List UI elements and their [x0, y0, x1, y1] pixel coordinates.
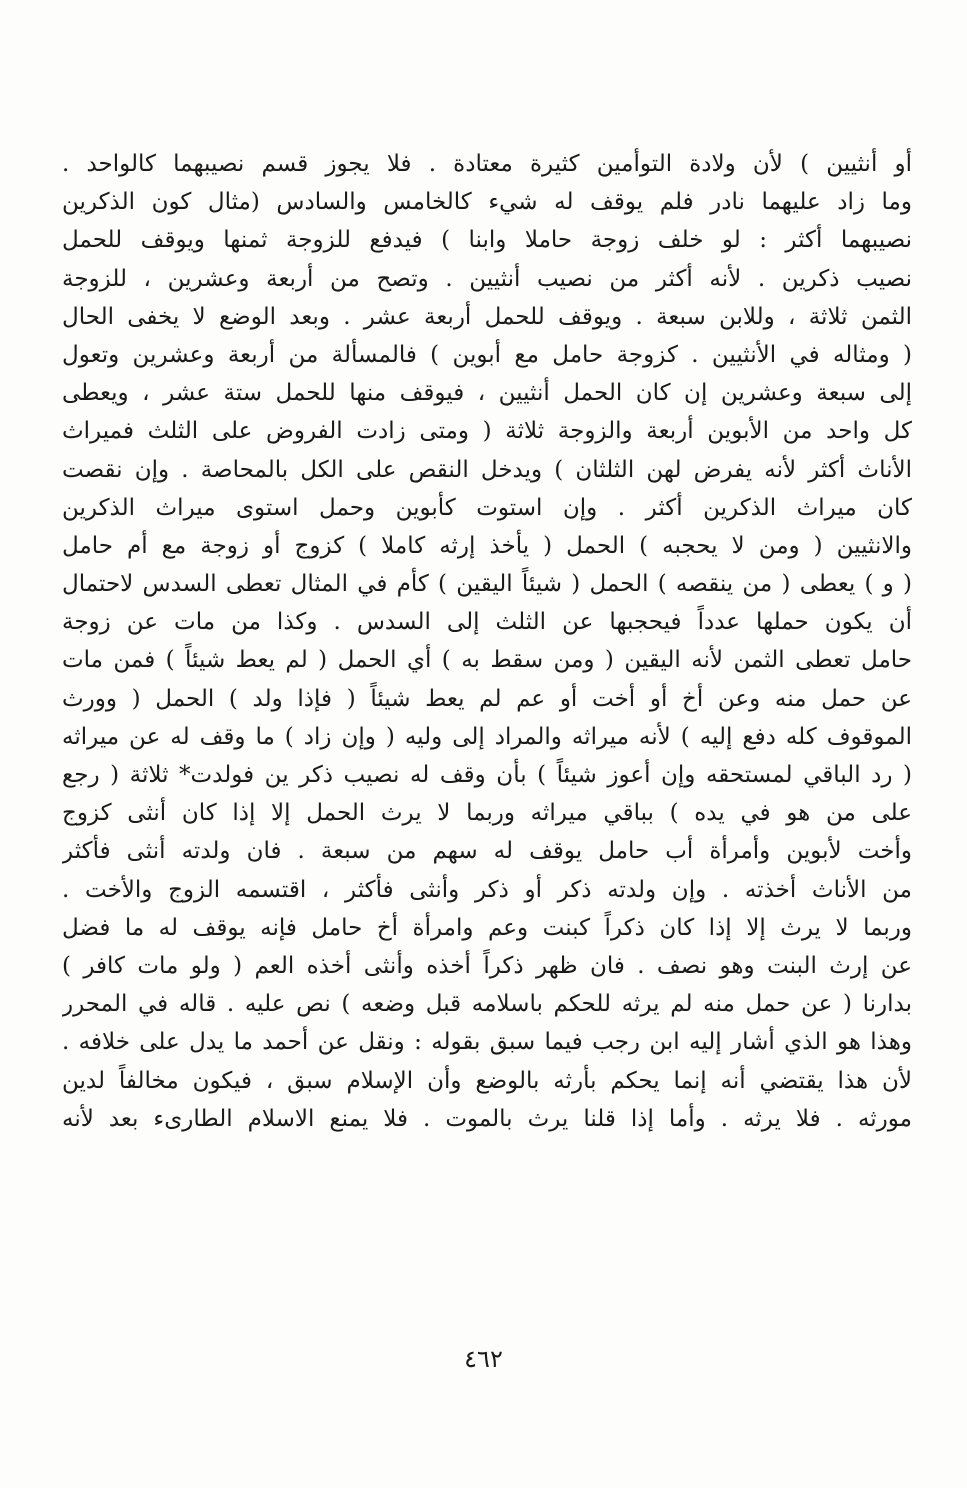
body-text [62, 145, 912, 1138]
text-line: أو أنثيين ) لأن ولادة التوأمين كثيرة معتادة . فلا يجوز قسم نصيبهما كالواحد . [62, 151, 912, 177]
text-line: أن يكون حملها عدداً فيحجبها عن الثلث إلى السدس . وكذا من مات عن زوجة [62, 609, 912, 636]
text-line: إلى سبعة وعشرين إن كان الحمل أنثيين ، فيوقف منها للحمل ستة عشر ، ويعطى [62, 380, 912, 407]
text-line: الثمن ثلاثة ، وللابن سبعة . ويوقف للحمل أربعة عشر . وبعد الوضع لا يخفى الحال [62, 303, 912, 330]
text-line: ( و ) يعطى ( من ينقصه ) الحمل ( شيئاً اليقين ) كأم في المثال تعطى السدس لاحتمال [62, 571, 912, 598]
text-line: وما زاد عليهما نادر فلم يوقف له شيء كالخامس والسادس (مثال كون الذكرين [62, 189, 912, 216]
text-line: عن حمل منه وعن أخ أو أخت أو عم لم يعط شيئاً ( فإذا ولد ) الحمل ( وورث [62, 685, 912, 712]
text-line: من الأناث أخذته . وإن ولدته ذكر أو ذكر وأنثى فأكثر ، اقتسمه الزوج والأخت . [62, 876, 912, 903]
text-line: وأخت لأبوين وأمرأة أب حامل يوقف له سهم من سبعة . فان ولدته أنثى فأكثر [62, 838, 912, 865]
text-line: الموقوف كله دفع إليه ) لأنه ميراثه والمراد إلى وليه ( وإن زاد ) ما وقف له عن ميراثه [62, 723, 912, 750]
text-line: كان ميراث الذكرين أكثر . وإن استوت كأبوين وحمل استوى ميراث الذكرين [62, 494, 912, 521]
text-line: عن إرث البنت وهو نصف . فان ظهر ذكراً أخذه وأنثى أخذه العم ( ولو مات كافر ) [62, 952, 912, 979]
text-line: بدارنا ( عن حمل منه لم يرثه للحكم باسلامه قبل وضعه ) نص عليه . قاله في المحرر [62, 991, 912, 1018]
text-line: لأن هذا يقتضي أنه إنما يحكم بأرثه بالوضع وأن الإسلام سبق ، فيكون مخالفاً لدين [62, 1067, 912, 1094]
text-line: نصيبهما أكثر : لو خلف زوجة حاملا وابنا ) فيدفع للزوجة ثمنها ويوقف للحمل [62, 227, 912, 254]
text-line: والانثيين ( ومن لا يحجبه ) الحمل ( يأخذ إرثه كاملا ) كزوج أو زوجة مع أم حامل [62, 532, 912, 559]
text-line: كل واحد من الأبوين أربعة والزوجة ثلاثة ( ومتى زادت الفروض على الثلث فميراث [62, 418, 912, 445]
text-line: ( ومثاله في الأنثيين . كزوجة حامل مع أبوين ) فالمسألة من أربعة وعشرين وتعول [62, 341, 912, 368]
text-line: حامل تعطى الثمن لأنه اليقين ( ومن سقط به ) أي الحمل ( لم يعط شيئاً ) فمن مات [62, 647, 912, 674]
text-line: وهذا هو الذي أشار إليه ابن رجب فيما سبق بقوله : ونقل عن أحمد ما يدل على خلافه . [62, 1029, 912, 1056]
text-line: على من هو في يده ) بباقي ميراثه وربما لا يرث الحمل إلا إذا كان أنثى كزوج [62, 800, 912, 827]
text-line: الأناث أكثر لأنه يفرض لهن الثلثان ) ويدخل النقص على الكل بالمحاصة . وإن نقصت [62, 456, 912, 483]
text-line: مورثه . فلا يرثه . وأما إذا قلنا يرث بالموت . فلا يمنع الاسلام الطارىء بعد لأنه [62, 1105, 912, 1132]
text-line: ( رد الباقي لمستحقه وإن أعوز شيئاً ) بأن وقف له نصيب ذكر ين فولدت* ثلاثة ( رجع [62, 762, 912, 788]
page-number: ٤٦٢ [464, 1345, 503, 1373]
text-line: نصيب ذكرين . لأنه أكثر من نصيب أنثيين . وتصح من أربعة وعشرين ، للزوجة [62, 265, 912, 292]
text-line: وربما لا يرث إلا إذا كان ذكراً كبنت وعم وامرأة أخ حامل فإنه يوقف له ما فضل [62, 914, 912, 941]
